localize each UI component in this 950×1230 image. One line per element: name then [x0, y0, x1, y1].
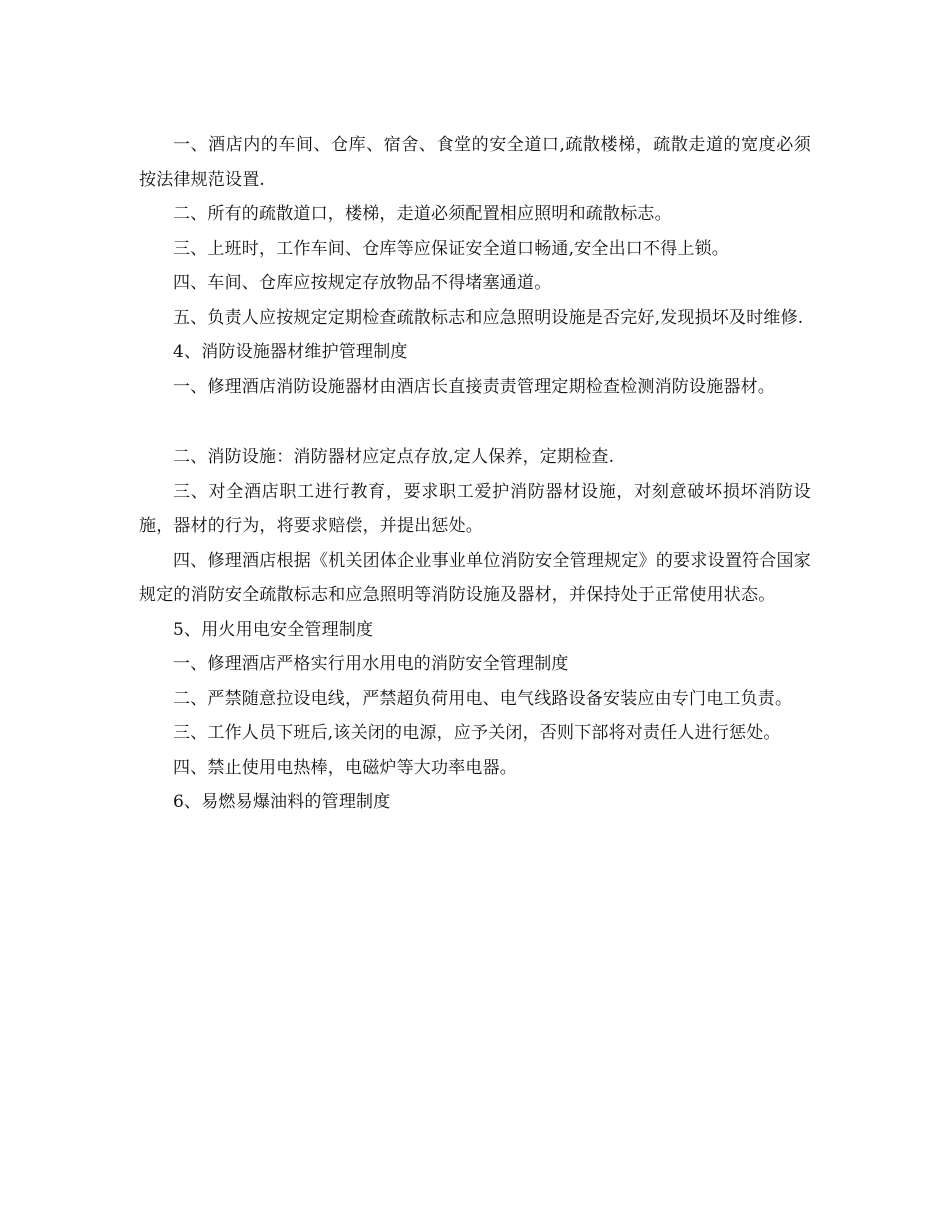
paragraph-staff-education: 三、对全酒店职工进行教育，要求职工爱护消防器材设施，对刻意破坏损坏消防设施，器材的行为，将要求赔偿，并提出惩处。: [139, 481, 811, 536]
paragraph-regulation-compliance: 四、修理酒店根据《机关团体企业事业单位消防安全管理规定》的要求设置符合国家规定的消防安全疏散标志和应急照明等消防设施及器材，并保持处于正常使用状态。: [139, 550, 811, 605]
paragraph-lighting-signs: 二、所有的疏散道口，楼梯，走道必须配置相应照明和疏散标志。: [173, 204, 672, 224]
paragraph-appliance-ban: 四、禁止使用电热棒，电磁炉等大功率电器。: [173, 757, 517, 778]
paragraph-wiring-rules: 二、严禁随意拉设电线，严禁超负荷用电、电气线路设备安装应由专门电工负责。: [173, 688, 793, 709]
paragraph-periodic-inspection: 五、负责人应按规定定期检查疏散标志和应急照明设施是否完好,发现损坏及时维修.: [173, 307, 804, 328]
paragraph-power-off: 三、工作人员下班后,该关闭的电源，应予关闭，否则下部将对责任人进行惩处。: [173, 723, 781, 743]
section-heading-fire-equipment: 4、消防设施器材维护管理制度: [173, 342, 408, 362]
paragraph-equipment-manager: 一、修理酒店消防设施器材由酒店长直接责责管理定期检查检测消防设施器材。: [173, 376, 775, 397]
paragraph-equipment-storage: 二、消防设施：消防器材应定点存放,定人保养，定期检查.: [173, 447, 615, 467]
paragraph-gap: [139, 404, 811, 440]
section-heading-fire-electricity: 5、用火用电安全管理制度: [173, 619, 374, 640]
section-heading-flammables: 6、易燃易爆油料的管理制度: [173, 792, 391, 812]
paragraph-exits-unlocked: 三、上班时，工作车间、仓库等应保证安全道口畅通,安全出口不得上锁。: [173, 238, 730, 259]
paragraph-evacuation-passages: 一、酒店内的车间、仓库、宿舍、食堂的安全道口,疏散楼梯，疏散走道的宽度必须按法律规范设置.: [139, 135, 811, 190]
paragraph-no-blocking: 四、车间、仓库应按规定存放物品不得堵塞通道。: [173, 273, 552, 293]
document-body: [139, 128, 811, 820]
paragraph-usage-policy: 一、修理酒店严格实行用水用电的消防安全管理制度: [173, 654, 569, 674]
